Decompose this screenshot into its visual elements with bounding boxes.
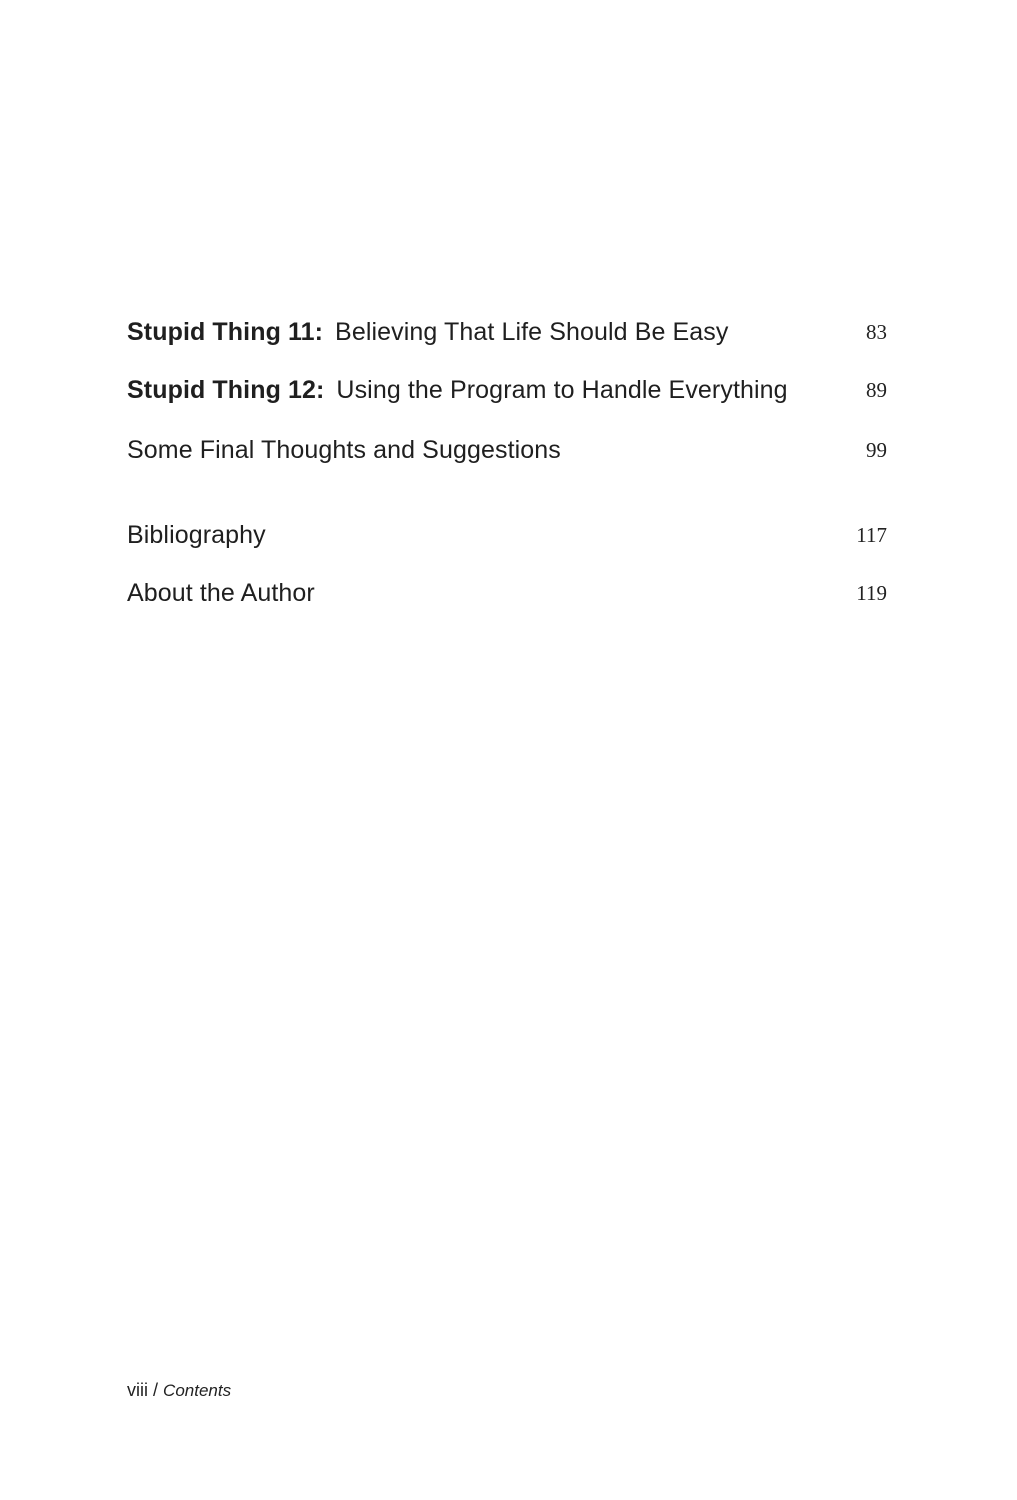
toc-entry-text	[127, 521, 266, 550]
page-label: viii	[127, 1380, 148, 1400]
footer-section-name: Contents	[163, 1381, 232, 1400]
toc-entry-title: Some Final Thoughts and Suggestions	[127, 435, 561, 464]
toc-entry-prefix: Stupid Thing 11:	[127, 317, 324, 346]
toc-entry-title: Bibliography	[127, 520, 266, 549]
toc-entry[interactable]	[127, 515, 887, 555]
table-of-contents	[127, 312, 887, 613]
toc-page-number: 117	[856, 522, 887, 547]
toc-entry-prefix: Stupid Thing 12:	[127, 375, 325, 404]
toc-entry-text	[127, 579, 315, 608]
toc-entry-title: About the Author	[127, 578, 315, 607]
footer-separator: /	[153, 1380, 159, 1400]
page-footer	[127, 1380, 231, 1401]
toc-entry-text	[127, 318, 729, 347]
toc-page-number: 83	[866, 319, 887, 344]
toc-page-number: 99	[866, 437, 887, 462]
toc-page-number: 89	[866, 377, 887, 402]
toc-entry[interactable]	[127, 370, 887, 410]
toc-page-number: 119	[856, 580, 887, 605]
toc-entry[interactable]	[127, 430, 887, 470]
toc-entry-title: Believing That Life Should Be Easy	[335, 317, 729, 346]
toc-entry-title: Using the Program to Handle Everything	[336, 375, 788, 404]
toc-entry-text	[127, 376, 788, 405]
toc-entry[interactable]	[127, 312, 887, 352]
toc-entry[interactable]	[127, 573, 887, 613]
toc-entry-text	[127, 436, 561, 465]
